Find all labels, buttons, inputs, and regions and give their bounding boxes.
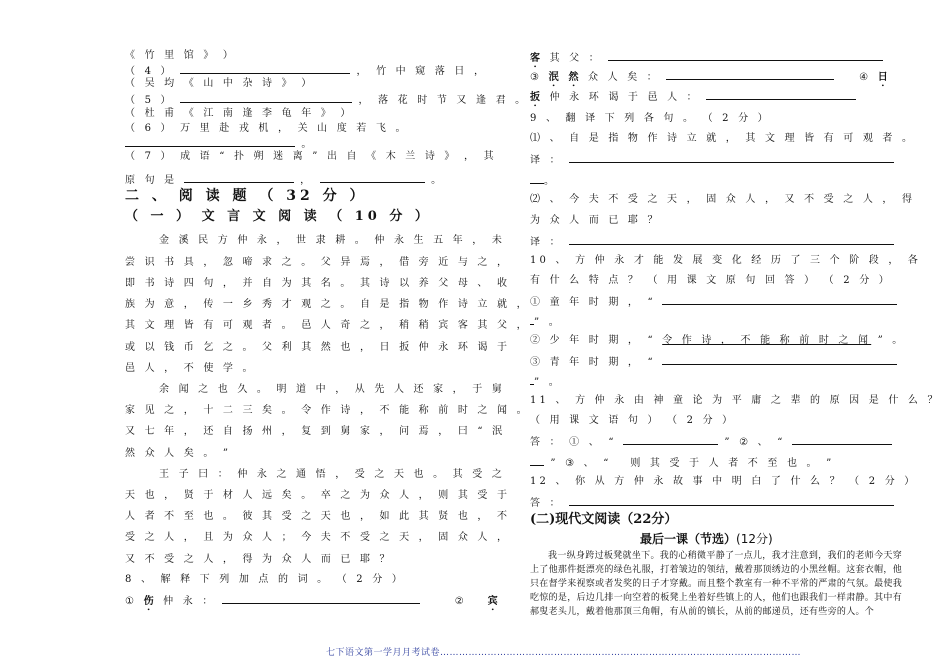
passage-line: 余 闻 之 也 久 。 明 道 中 ， 从 先 人 还 家 ， 于 舅	[159, 384, 506, 395]
story-title: 最后一课（节选）(12分)	[640, 532, 773, 546]
passage-line: 天 也 ， 贤 于 材 人 远 矣 。 卒 之 为 众 人 ， 则 其 受 于	[125, 490, 511, 501]
question-11-answer: ” ③ 、 “ 则 其 受 于 人 者 不 至 也 。 ”	[530, 455, 834, 471]
answer-blank[interactable]	[662, 294, 897, 305]
passage-line: 即 书 诗 四 句 ， 并 自 为 其 名 。 其 诗 以 养 父 母 、 收	[125, 278, 511, 289]
answer-blank[interactable]	[125, 136, 295, 147]
question-9: 9 、 翻 译 下 列 各 句 。 （ 2 分 ）	[530, 113, 771, 124]
question-9-sentence: ⑵ 、 今 夫 不 受 之 天 ， 固 众 人 ， 又 不 受 之 人 ， 得	[530, 194, 916, 205]
question-9-sentence: 为 众 人 而 已 耶 ？	[530, 215, 661, 226]
passage-line: 又 不 受 之 人 ， 得 为 众 人 而 已 耶 ？	[125, 554, 393, 565]
question-11: （ 用 课 文 语 句 ） （ 2 分 ）	[530, 415, 736, 426]
question-10-stage-1: ① 童 年 时 期 ， “	[530, 294, 897, 310]
passage-line: 邑 人 ， 不 使 学 。	[125, 363, 256, 374]
answer-blank[interactable]	[706, 89, 856, 100]
question-11-answer: 答 ： ① 、 “ ” ② 、 “	[530, 434, 892, 450]
question-12-answer: 答 ：	[530, 495, 894, 511]
passage-line: 又 七 年 ， 还 自 扬 州 ， 复 到 舅 家 ， 问 焉 ， 曰 “ 泯	[125, 426, 506, 437]
answer-blank[interactable]	[666, 69, 834, 80]
question-8-items: ① 伤 仲 永 ： ② 宾	[125, 593, 501, 613]
fill-blank-7: （ 7 ） 成 语 “ 扑 朔 迷 离 ” 出 自 《 木 兰 诗 》 ， 其	[125, 151, 497, 162]
passage-line: 其 文 理 皆 有 可 观 者 。 邑 人 奇 之 ， 稍 稍 宾 客 其 父 ，	[125, 320, 530, 331]
question-10-stage-3-end: ” 。	[530, 374, 562, 390]
passage-line: 然 众 人 矣 。 ”	[125, 448, 232, 459]
answer-blank[interactable]	[662, 354, 897, 365]
question-8: 8 、 解 释 下 列 加 点 的 词 。 （ 2 分 ）	[125, 574, 406, 585]
passage-line: 王 子 曰 ： 仲 永 之 通 悟 ， 受 之 天 也 。 其 受 之	[159, 469, 506, 480]
fill-blank-5: （ 5 ） ， 落 花 时 节 又 逢 君 。	[125, 92, 528, 108]
question-10-stage-2: ② 少 年 时 期 ， “ 令 作 诗 ， 不 能 称 前 时 之 闻 ” 。	[530, 335, 906, 346]
translation-line: 译 ：	[530, 152, 894, 168]
answer-blank[interactable]	[608, 50, 883, 61]
passage-line: 尝 识 书 具 ， 忽 啼 求 之 。 父 异 焉 ， 借 旁 近 与 之 ，	[125, 257, 511, 268]
fill-blank-4: （ 4 ） ， 竹 中 窥 落 日 ，	[125, 63, 487, 79]
answer-blank[interactable]	[792, 434, 892, 445]
answer-blank[interactable]	[222, 593, 420, 604]
answer-blank[interactable]	[569, 152, 894, 163]
question-10: 有 什 么 特 点 ？ （ 用 课 文 原 句 回 答 ） （ 2 分 ）	[530, 275, 892, 286]
question-8-item: 扳 仲 永 环 谒 于 邑 人 ：	[530, 89, 856, 109]
passage-line: 或 以 钱 币 乞 之 。 父 利 其 然 也 ， 日 扳 仲 永 环 谒 于	[125, 342, 511, 353]
answer-blank[interactable]	[180, 92, 352, 103]
translation-line-end: 。	[530, 173, 557, 189]
question-10: 10 、 方 仲 永 才 能 发 展 变 化 经 历 了 三 个 阶 段 ， 各	[530, 255, 922, 266]
question-8-item: ③ 泯 然 众 人 矣 ： ④ 日	[530, 69, 891, 89]
question-10-stage-1-end: ” 。	[530, 314, 562, 330]
passage-line: 人 者 不 至 也 。 彼 其 受 之 天 也 ， 如 此 其 贤 也 ， 不	[125, 511, 511, 522]
page-footer: 七下语文第一学月月考试卷……………………………………………………………………………………………………	[326, 648, 802, 658]
passage-line: 家 见 之 ， 十 二 三 矣 。 令 作 诗 ， 不 能 称 前 时 之 闻 。	[125, 405, 530, 416]
answer-blank[interactable]	[569, 495, 894, 506]
answer-blank[interactable]	[320, 172, 425, 183]
answer-blank[interactable]	[623, 434, 718, 445]
question-11: 11 、 方 仲 永 由 神 童 论 为 平 庸 之 辈 的 原 因 是 什 么 ？	[530, 395, 941, 406]
poem-source-line: （ 杜 甫 《 江 南 逢 李 龟 年 》 ）	[125, 108, 354, 119]
translation-line: 译 ：	[530, 234, 894, 250]
section-heading: 二 、 阅 读 题 （ 32 分 ）	[125, 188, 368, 204]
question-9-sentence: ⑴ 、 自 是 指 物 作 诗 立 就 ， 其 文 理 皆 有 可 观 者 。	[530, 133, 916, 144]
poem-source-line: 《 竹 里 馆 》 ）	[125, 50, 237, 61]
question-10-stage-3: ③ 青 年 时 期 ， “	[530, 354, 897, 370]
story-passage: 我一纵身跨过板凳就坐下。我的心稍微平静了一点儿，我才注意到，我们的老师今天穿上了他那件挺漂亮的绿色礼服，打着皱边的领结，戴着那顶绣边的小黑丝帽。这套衣帽，他只在督学来视察或者发奖的日子才穿戴。而且整个教室有一种不平常的严肃的气氛。最使我吃惊的是，后边几排一向空着的板凳上坐着好些镇上的人，他们也跟我们一样肃静。其中有郝叟老头儿，戴着他那顶三角帽，有从前的镇长，从前的邮递员，还有些旁的人。个	[530, 551, 903, 617]
fill-blank-6: （ 6 ） 万 里 赴 戎 机 ， 关 山 度 若 飞 。	[125, 123, 409, 134]
question-12: 12 、 你 从 方 仲 永 故 事 中 明 白 了 什 么 ？ （ 2 分 ）	[530, 476, 918, 487]
passage-line: 族 为 意 ， 传 一 乡 秀 才 观 之 。 自 是 指 物 作 诗 立 就 ，	[125, 299, 530, 310]
fill-blank-7-answer: 原 句 是 ， 。	[125, 172, 444, 188]
fill-blank-6-answer: 。	[125, 136, 315, 152]
passage-line: 金 溪 民 方 仲 永 ， 世 隶 耕 。 仲 永 生 五 年 ， 未	[159, 235, 506, 246]
answer-blank[interactable]	[180, 63, 350, 74]
answer-blank[interactable]	[530, 455, 544, 466]
passage-line: 受 之 人 ， 且 为 众 人 ； 今 夫 不 受 之 天 ， 固 众 人 ，	[125, 532, 511, 543]
subsection-heading: （ 一 ） 文 言 文 阅 读 （ 10 分 ）	[125, 209, 432, 224]
answer-blank[interactable]	[530, 173, 544, 184]
question-8-item: 客 其 父 ：	[530, 50, 883, 70]
subsection-heading: (二)现代文阅读（22分）	[530, 512, 678, 527]
answer-blank[interactable]	[184, 172, 294, 183]
answer-blank[interactable]	[569, 234, 894, 245]
poem-source-line: （ 吴 均 《 山 中 杂 诗 》 ）	[125, 78, 315, 89]
